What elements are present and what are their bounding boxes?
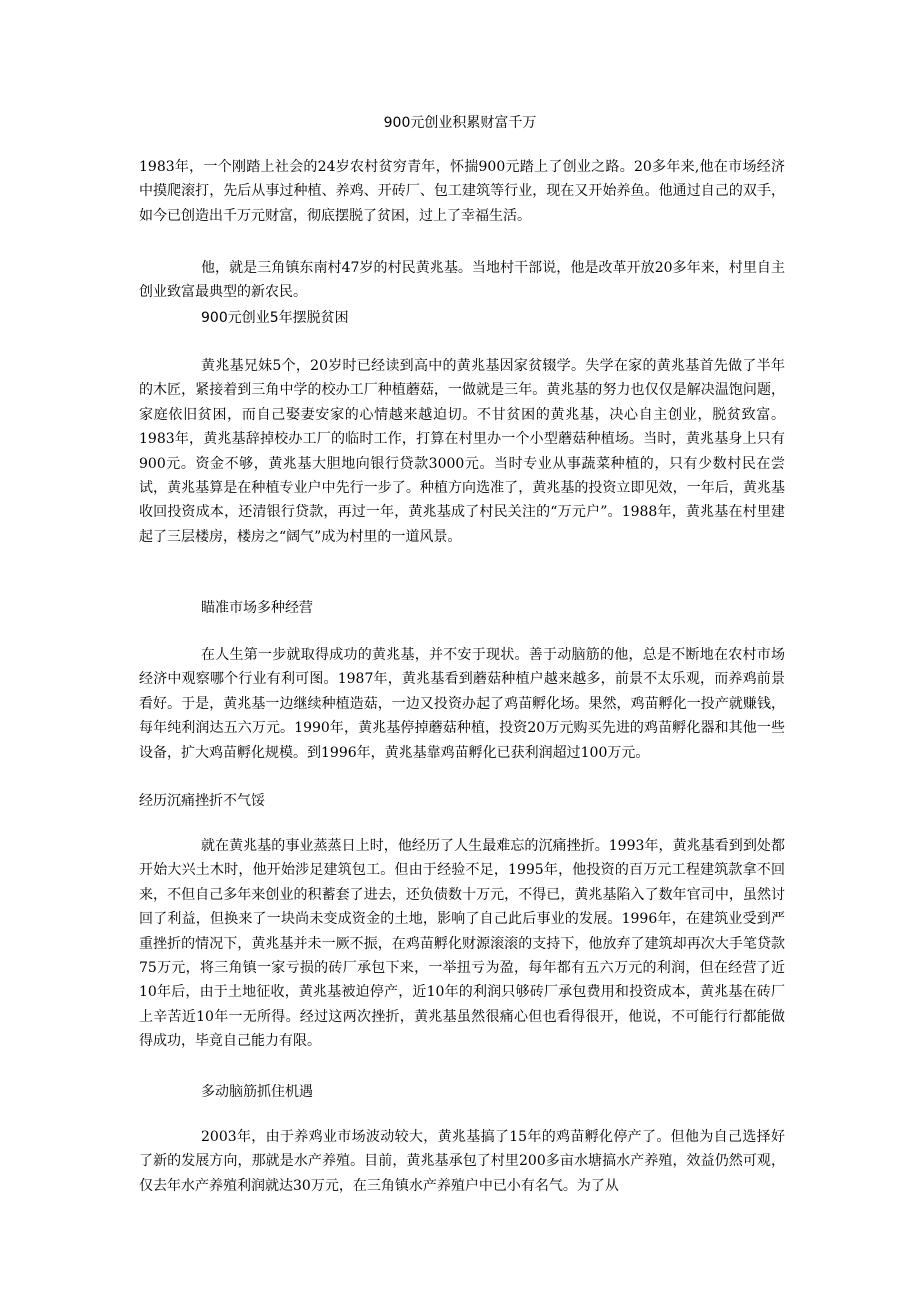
- paragraph-market: 在人生第一步就取得成功的黄兆基，并不安于现状。善于动脑筋的他，总是不断地在农村市场经济中观察哪个行业有利可图。1987年，黄兆基看到蘑菇种植户越来越多，前景不太乐观，而养鸡前景看好。于是，黄兆基一边继续种植造菇，一边又投资办起了鸡苗孵化场。果然，鸡苗孵化一投产就赚钱，每年纯利润达五六万元。1990年，黄兆基停掉蘑菇种植，投资20万元购买先进的鸡苗孵化器和其他一些设备，扩大鸡苗孵化规模。到1996年，黄兆基靠鸡苗孵化已获利润超过100万元。: [139, 647, 785, 761]
- paragraph-startup: 黄兆基兄妹5个，20岁时已经读到高中的黄兆基因家贫辍学。失学在家的黄兆基首先做了半年的木匠，紧接着到三角中学的校办工厂种植蘑菇，一做就是三年。黄兆基的努力也仅仅是解决温饱问题，家庭依旧贫困，而自己娶妻安家的心情越来越迫切。不甘贫困的黄兆基，决心自主创业，脱贫致富。1983年，黄兆基辞掉校办工厂的临时工作，打算在村里办一个小型蘑菇种植场。当时，黄兆基身上只有900元。资金不够，黄兆基大胆地向银行贷款3000元。当时专业从事蔬菜种植的，只有少数村民在尝试，黄兆基算是在种植专业户中先行一步了。种植方向选准了，黄兆基的投资立即见效，一年后，黄兆基收回投资成本，还清银行贷款，再过一年，黄兆基成了村民关注的“万元户”。1988年，黄兆基在村里建起了三层楼房，楼房之“阔气”成为村里的一道风景。: [139, 358, 785, 545]
- section-heading-opportunity: 多动脑筋抓住机遇: [201, 1084, 313, 1100]
- section-heading-market: 瞄准市场多种经营: [201, 600, 313, 616]
- document-title: 900元创业积累财富千万: [383, 115, 537, 131]
- section-heading-startup: 900元创业5年摆脱贫困: [201, 310, 349, 326]
- paragraph-intro-1: 1983年，一个刚踏上社会的24岁农村贫穷青年，怀揣900元踏上了创业之路。20多年来,他在市场经济中摸爬滚打，先后从事过种植、养鸡、开砖厂、包工建筑等行业，现在又开始养鱼。他通过自己的双手，如今已创造出千万元财富，彻底摆脱了贫困，过上了幸福生活。: [139, 159, 785, 224]
- section-heading-setback: 经历沉痛挫折不气馁: [139, 793, 265, 809]
- paragraph-setback: 就在黄兆基的事业蒸蒸日上时，他经历了人生最难忘的沉痛挫折。1993年，黄兆基看到到处都开始大兴土木时，他开始涉足建筑包工。但由于经验不足，1995年，他投资的百万元工程建筑款拿不回来，不但自己多年来创业的积蓄套了进去，还负债数十万元，不得已，黄兆基陷入了数年官司中，虽然讨回了利益，但换来了一块尚未变成资金的土地，影响了自己此后事业的发展。1996年，在建筑业受到严重挫折的情况下，黄兆基并未一厥不振，在鸡苗孵化财源滚滚的支持下，他放弃了建筑却再次大手笔贷款75万元，将三角镇一家亏损的砖厂承包下来，一举扭亏为盈，每年都有五六万元的利润，但在经营了近10年后，由于土地征收，黄兆基被迫停产，近10年的利润只够砖厂承包费用和投资成本，黄兆基在砖厂上辛苦近10年一无所得。经过这两次挫折，黄兆基虽然很痛心但也看得很开，他说，不可能行行都能做得成功，毕竟自己能力有限。: [139, 838, 785, 1050]
- paragraph-intro-2: 他，就是三角镇东南村47岁的村民黄兆基。当地村干部说，他是改革开放20多年来，村里自主创业致富最典型的新农民。: [139, 260, 785, 301]
- paragraph-opportunity: 2003年，由于养鸡业市场波动较大，黄兆基搞了15年的鸡苗孵化停产了。但他为自己选择好了新的发展方向，那就是水产养殖。目前，黄兆基承包了村里200多亩水塘搞水产养殖，效益仍然可观，仅去年水产养殖利润就达30万元，在三角镇水产养殖户中已小有名气。为了从: [139, 1129, 785, 1194]
